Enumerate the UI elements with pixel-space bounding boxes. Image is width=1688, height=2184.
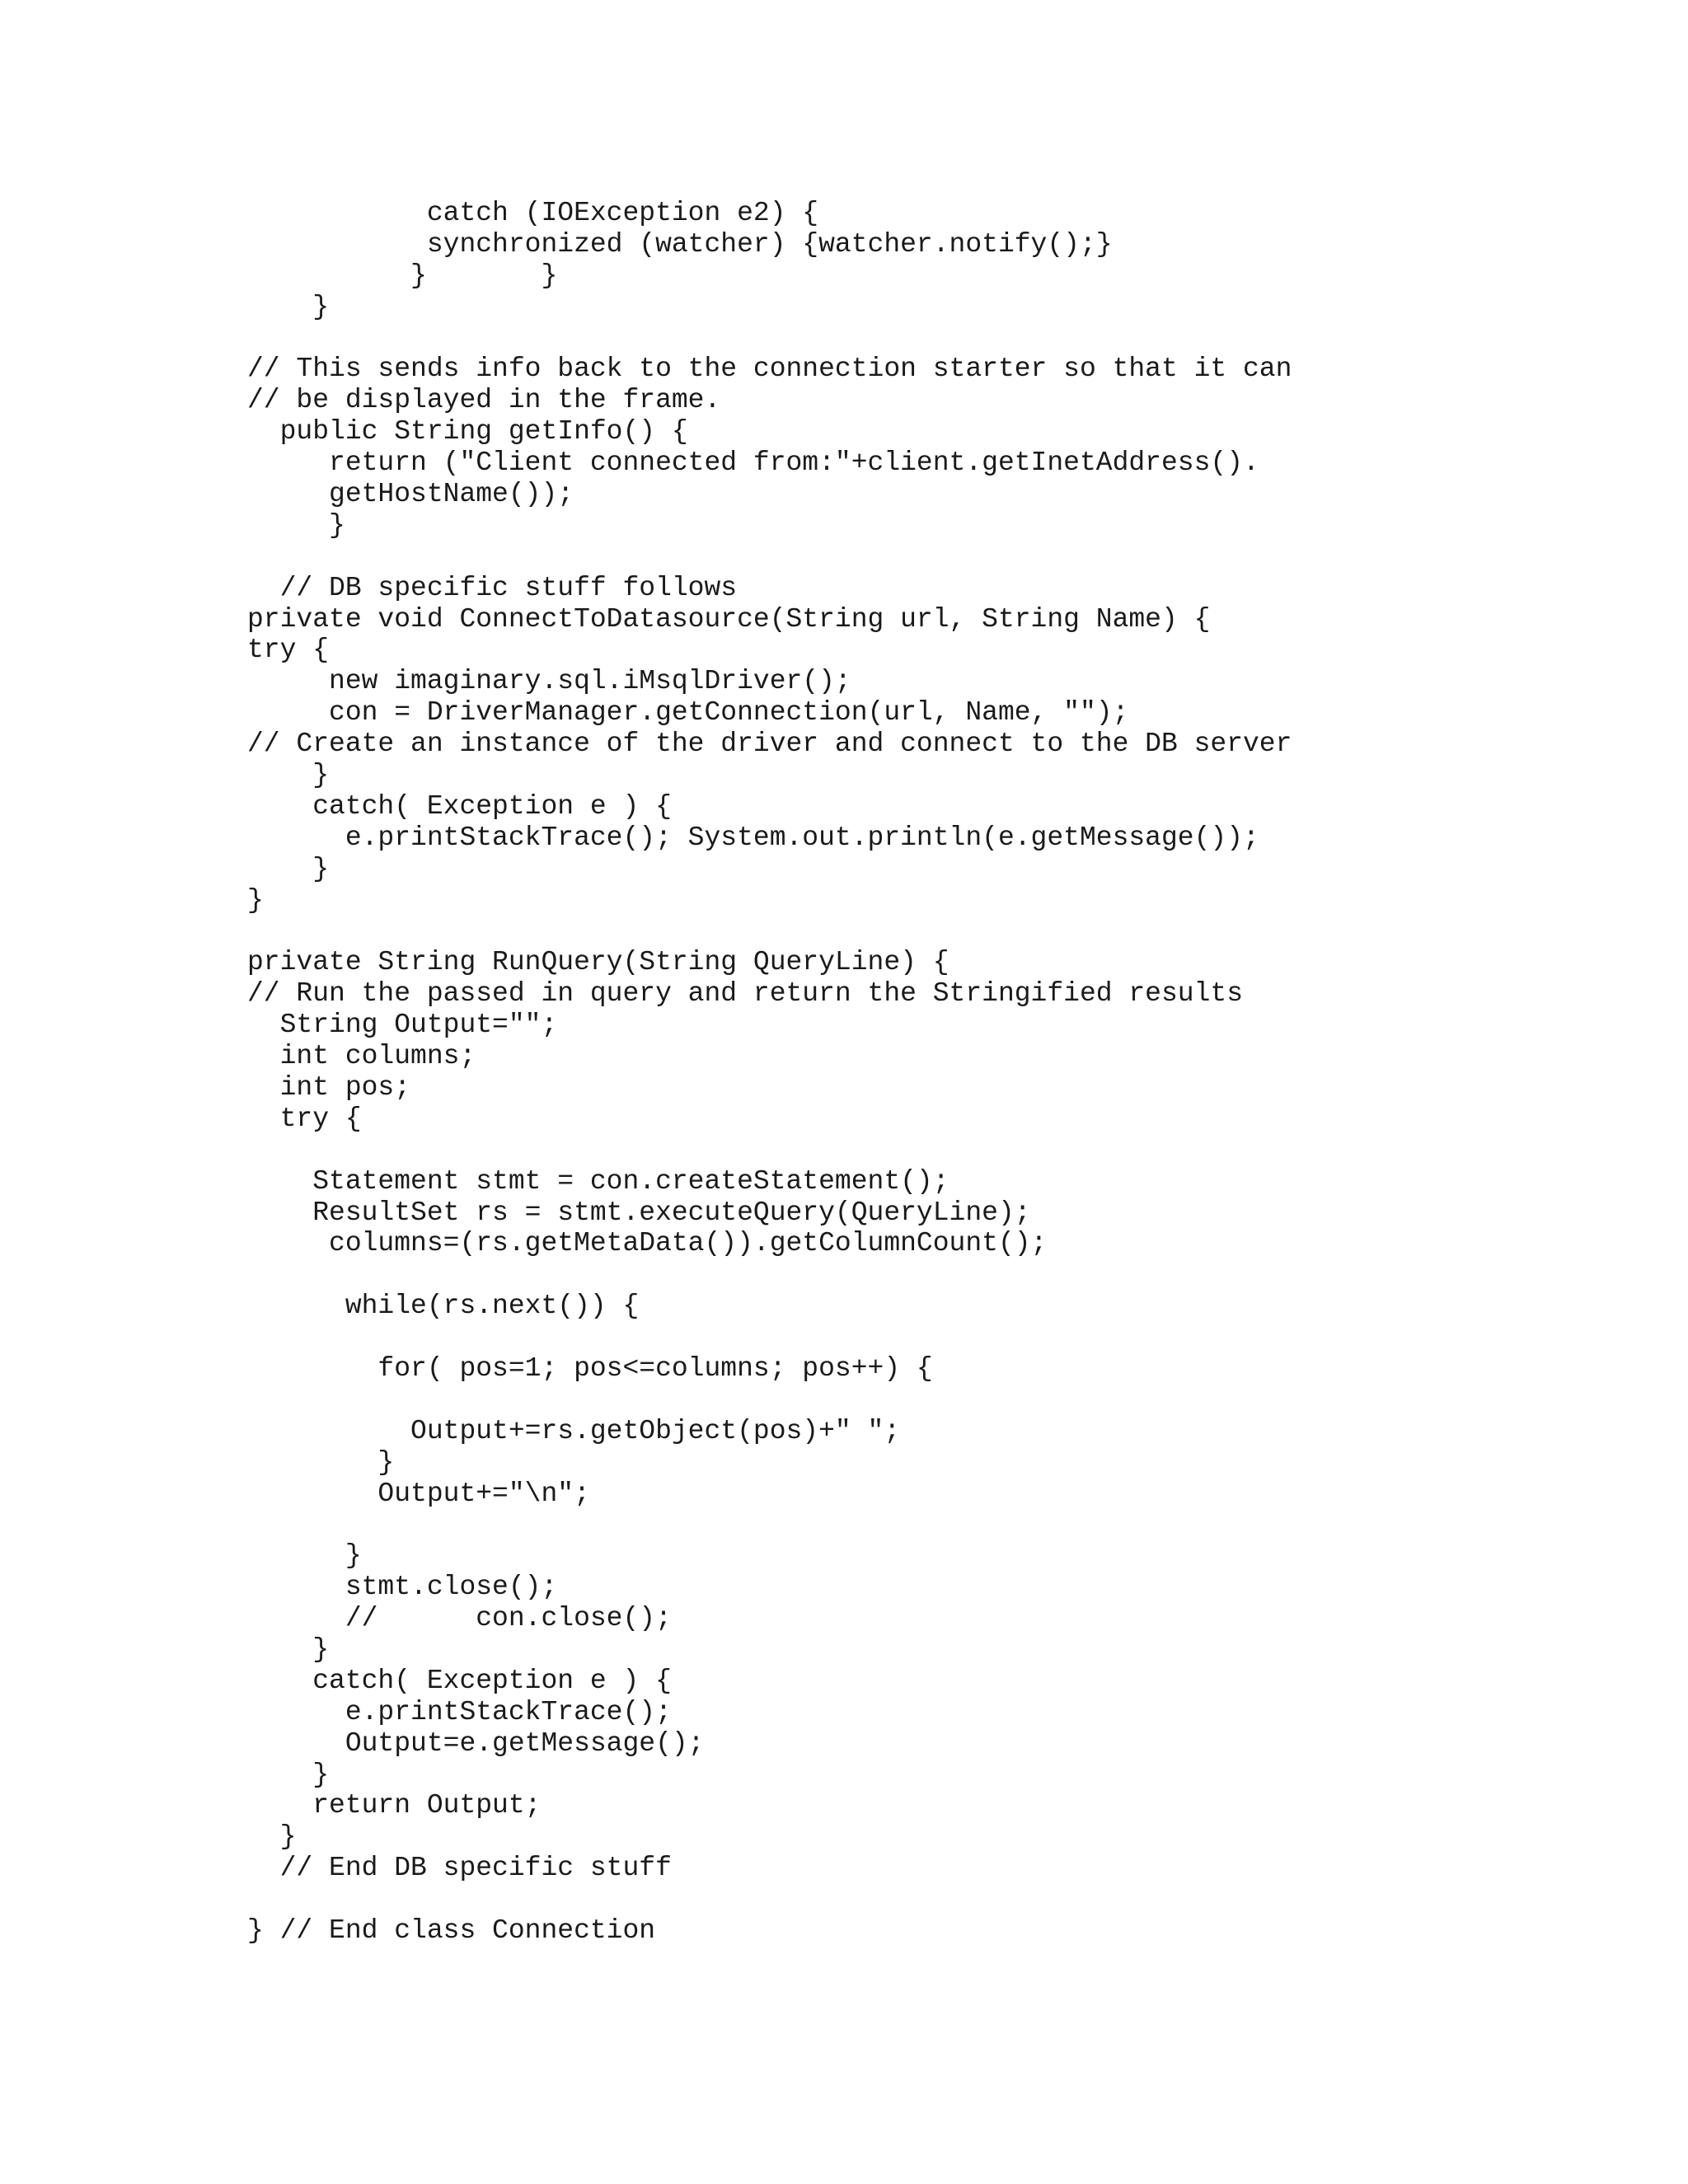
code-listing bbox=[247, 198, 1292, 1947]
code-line bbox=[247, 1135, 1292, 1166]
code-line bbox=[247, 916, 1292, 947]
code-line: // be displayed in the frame. bbox=[247, 385, 721, 416]
code-line: } bbox=[247, 1821, 297, 1853]
code-line: // Create an instance of the driver and connect to the DB server bbox=[247, 729, 1292, 760]
code-line: return Output; bbox=[247, 1790, 542, 1821]
code-line: getHostName()); bbox=[247, 479, 574, 510]
code-line bbox=[247, 1509, 1292, 1540]
code-line: private String RunQuery(String QueryLine) { bbox=[247, 947, 950, 978]
code-line: e.printStackTrace(); System.out.println(e.getMessage()); bbox=[247, 822, 1259, 853]
code-line: new imaginary.sql.iMsqlDriver(); bbox=[247, 666, 851, 697]
code-line: int columns; bbox=[247, 1041, 476, 1072]
code-line: for( pos=1; pos<=columns; pos++) { bbox=[247, 1352, 933, 1384]
code-line: // con.close(); bbox=[247, 1603, 672, 1634]
code-line: synchronized (watcher) {watcher.notify();} bbox=[247, 228, 1113, 260]
code-line bbox=[247, 323, 1292, 354]
code-line: while(rs.next()) { bbox=[247, 1291, 640, 1322]
code-line bbox=[247, 1884, 1292, 1915]
code-line bbox=[247, 1385, 1292, 1416]
code-line: int pos; bbox=[247, 1071, 411, 1103]
code-line: } // End class Connection bbox=[247, 1915, 656, 1946]
code-line: } } bbox=[247, 260, 558, 291]
code-line: } bbox=[247, 884, 264, 916]
code-line: catch( Exception e ) { bbox=[247, 790, 672, 822]
code-line: catch( Exception e ) { bbox=[247, 1665, 672, 1696]
code-line: } bbox=[247, 760, 330, 791]
code-line: ResultSet rs = stmt.executeQuery(QueryLine); bbox=[247, 1197, 1031, 1228]
code-line: e.printStackTrace(); bbox=[247, 1696, 672, 1727]
code-line: private void ConnectToDatasource(String url, String Name) { bbox=[247, 603, 1211, 635]
code-line bbox=[247, 1259, 1292, 1291]
code-line: } bbox=[247, 1633, 330, 1665]
code-line: columns=(rs.getMetaData()).getColumnCount(); bbox=[247, 1228, 1048, 1259]
code-line: } bbox=[247, 1759, 330, 1790]
code-line: } bbox=[247, 853, 330, 884]
code-line: Output=e.getMessage(); bbox=[247, 1727, 705, 1759]
code-line: String Output=""; bbox=[247, 1010, 558, 1041]
code-line: con = DriverManager.getConnection(url, Name, ""); bbox=[247, 697, 1129, 729]
code-line bbox=[247, 1322, 1292, 1353]
code-line: return ("Client connected from:"+client.getInetAddress(). bbox=[247, 448, 1259, 479]
code-line: } bbox=[247, 1446, 395, 1478]
code-line bbox=[247, 541, 1292, 573]
code-line: Output+="\n"; bbox=[247, 1478, 590, 1509]
code-line: stmt.close(); bbox=[247, 1572, 558, 1603]
code-line: } bbox=[247, 1540, 362, 1572]
code-line: try { bbox=[247, 1103, 362, 1134]
code-line: public String getInfo() { bbox=[247, 416, 688, 448]
code-line: // This sends info back to the connection starter so that it can bbox=[247, 354, 1292, 385]
code-line: } bbox=[247, 509, 345, 541]
code-line: // Run the passed in query and return the Stringified results bbox=[247, 978, 1243, 1010]
code-line: Output+=rs.getObject(pos)+" "; bbox=[247, 1415, 901, 1446]
code-line: } bbox=[247, 291, 330, 322]
code-line: // End DB specific stuff bbox=[247, 1853, 672, 1884]
code-line: try { bbox=[247, 635, 330, 666]
code-line: // DB specific stuff follows bbox=[247, 572, 738, 603]
code-line: catch (IOException e2) { bbox=[247, 198, 819, 228]
code-line: Statement stmt = con.createStatement(); bbox=[247, 1165, 950, 1197]
